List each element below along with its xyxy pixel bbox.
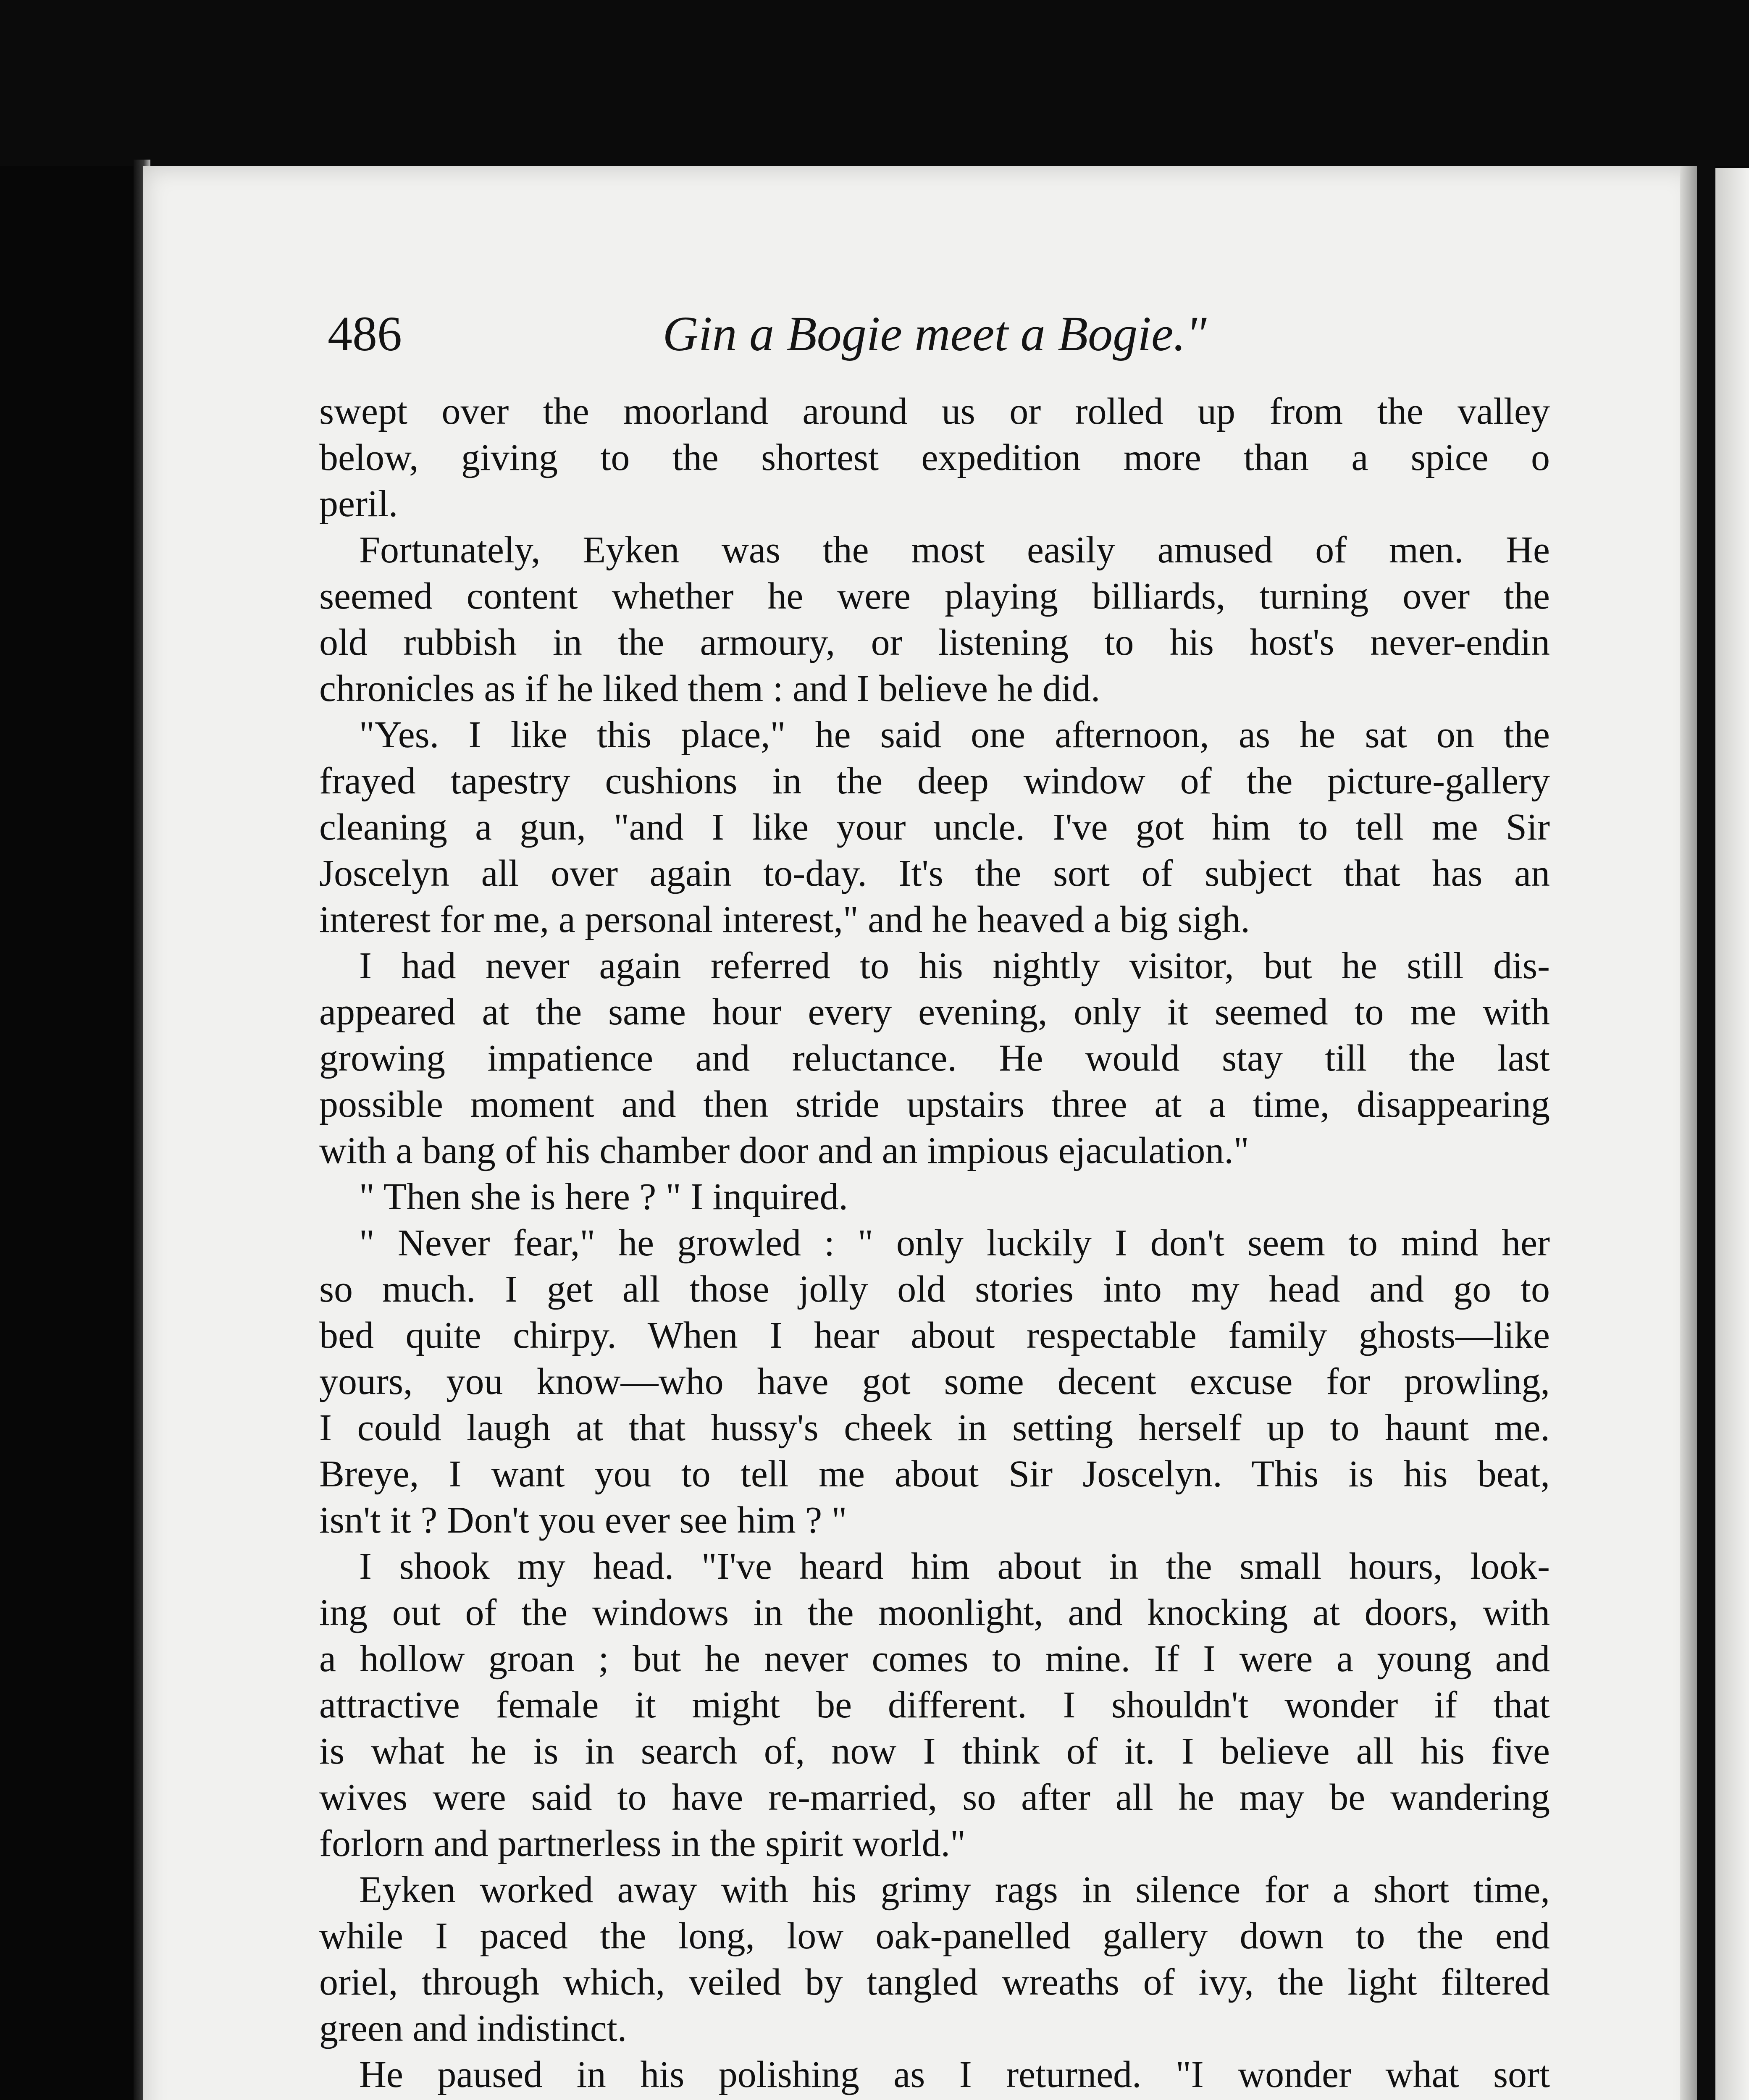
page-right-edge (1680, 166, 1697, 2100)
text-line: peril. (319, 483, 398, 525)
text-line: isn't it ? Don't you ever see him ? " (319, 1499, 847, 1541)
text-line: with a bang of his chamber door and an impious ejaculation." (319, 1130, 1249, 1171)
text-line: " Never fear," he growled : " only luckily I don't seem to mind her (359, 1222, 1550, 1264)
page-number: 486 (328, 306, 402, 361)
text-line: while I paced the long, low oak-panelled gallery down to the end (319, 1915, 1550, 1957)
text-line: seemed content whether he were playing billiards, turning over the (319, 575, 1550, 617)
text-line: growing impatience and reluctance. He would stay till the last (319, 1037, 1550, 1079)
next-page-strip (1715, 168, 1749, 2100)
page-right-shadow (1697, 160, 1715, 2100)
text-line: He paused in his polishing as I returned. "I wonder what sort (359, 2054, 1550, 2095)
text-line: appeared at the same hour every evening, only it seemed to me with (319, 991, 1550, 1033)
text-line: is what he is in search of, now I think of it. I believe all his five (319, 1730, 1550, 1772)
text-line: I could laugh at that hussy's cheek in setting herself up to haunt me. (319, 1407, 1550, 1449)
text-line: green and indistinct. (319, 2008, 627, 2049)
body-text (319, 388, 1550, 2100)
text-line: chronicles as if he liked them : and I believe he did. (319, 668, 1100, 709)
text-line: oriel, through which, veiled by tangled wreaths of ivy, the light filtered (319, 1961, 1550, 2003)
text-line: " Then she is here ? " I inquired. (359, 1176, 848, 1218)
text-line: below, giving to the shortest expedition more than a spice o (319, 437, 1550, 478)
text-line (319, 2098, 1550, 2100)
text-line: so much. I get all those jolly old stories into my head and go to (319, 1268, 1550, 1310)
running-head (328, 302, 1542, 365)
text-line: yours, you know—who have got some decent excuse for prowling, (319, 1361, 1550, 1402)
text-line: possible moment and then stride upstairs three at a time, disappearing (319, 1084, 1550, 1125)
text-line: forlorn and partnerless in the spirit world." (319, 1823, 966, 1864)
text-line: wives were said to have re-married, so after all he may be wandering (319, 1777, 1550, 1818)
text-line: cleaning a gun, "and I like your uncle. I've got him to tell me Sir (319, 806, 1550, 848)
text-line: frayed tapestry cushions in the deep window of the picture-gallery (319, 760, 1550, 802)
text-line: Eyken worked away with his grimy rags in silence for a short time, (359, 1869, 1550, 1911)
text-line: swept over the moorland around us or rolled up from the valley (319, 391, 1550, 432)
text-line: I had never again referred to his nightly visitor, but he still dis- (359, 945, 1550, 987)
text-line: interest for me, a personal interest," and he heaved a big sigh. (319, 899, 1250, 940)
text-line: bed quite chirpy. When I hear about respectable family ghosts—like (319, 1315, 1550, 1356)
text-line: Breye, I want you to tell me about Sir Joscelyn. This is his beat, (319, 1453, 1550, 1495)
text-line: a hollow groan ; but he never comes to mine. If I were a young and (319, 1638, 1550, 1680)
running-title: Gin a Bogie meet a Bogie." (662, 306, 1207, 361)
text-line: attractive female it might be different. I shouldn't wonder if that (319, 1684, 1550, 1726)
scan-top-border (0, 0, 1749, 166)
text-line: I shook my head. "I've heard him about in the small hours, look- (359, 1546, 1550, 1587)
text-line: old rubbish in the armoury, or listening to his host's never-endin (319, 622, 1550, 663)
text-line: Joscelyn all over again to-day. It's the sort of subject that has an (319, 853, 1550, 894)
text-line: "Yes. I like this place," he said one afternoon, as he sat on the (359, 714, 1550, 756)
text-line: ing out of the windows in the moonlight, and knocking at doors, with (319, 1592, 1550, 1633)
text-line: Fortunately, Eyken was the most easily amused of men. He (359, 529, 1550, 571)
